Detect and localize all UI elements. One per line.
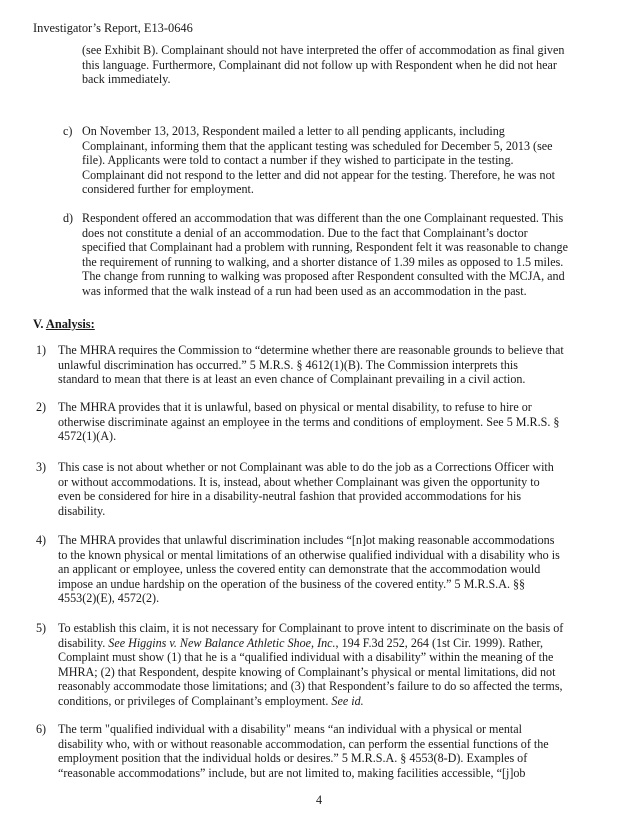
text-line: Complainant, informing them that the applicant testing was scheduled for December 5, 2013 (see — [82, 138, 553, 153]
text-line: reasonably accommodate those limitations; and (3) that Respondent’s failure to do so affected the terms, — [58, 679, 563, 694]
text-line: file). Applicants were told to contact a number if they wished to participate in the testing. — [82, 153, 514, 168]
text-line: this language. Furthermore, Complainant did not follow up with Respondent when he did not hear — [82, 57, 557, 72]
text-line: This case is not about whether or not Complainant was able to do the job as a Corrections Officer with — [58, 460, 554, 474]
analysis-item-6 — [36, 722, 549, 780]
text-line: To establish this claim, it is not necessary for Complainant to prove intent to discriminate on the basis of — [58, 621, 564, 635]
list-marker: d) — [63, 211, 74, 225]
section-number: V. — [33, 317, 44, 331]
text-line: The change from running to walking was proposed after Respondent consulted with the MCJA, and — [82, 269, 565, 284]
list-marker: 1) — [36, 343, 47, 357]
text-line: Complainant did not respond to the letter and did not appear for the testing. Therefore, he was not — [82, 167, 555, 182]
analysis-item-4 — [36, 533, 560, 606]
text-line: disability who, with or without reasonable accommodation, can perform the essential functions of the — [58, 736, 549, 751]
text-line: “reasonable accommodations” include, but are not limited to, making facilities accessible, “[j]ob — [58, 765, 526, 780]
finding-d — [63, 211, 568, 299]
list-marker: 5) — [36, 621, 47, 635]
finding-c — [63, 124, 555, 197]
text-line: Complaint must show (1) that he is a “qualified individual with a disability” within the meaning of the — [58, 650, 554, 665]
analysis-item-3 — [36, 460, 554, 518]
page-number: 4 — [315, 793, 323, 807]
text-line: considered further for employment. — [82, 182, 254, 197]
text-line — [58, 694, 563, 709]
continuation-paragraph — [82, 43, 564, 87]
text-line: Respondent offered an accommodation that was different than the one Complainant requested. This — [82, 211, 564, 225]
text-line: On November 13, 2013, Respondent mailed a letter to all pending applicants, including — [82, 124, 505, 138]
text-line: back immediately. — [82, 72, 171, 87]
list-marker: 3) — [36, 460, 47, 474]
text-line: impose an undue hardship on the operation of the business of the covered entity.” 5 M.R.S.A. §§ — [58, 576, 526, 591]
citation-italic: See Higgins v. New Balance Athletic Shoe, Inc. — [108, 635, 336, 650]
text-line: an applicant or employee, unless the covered entity can demonstrate that the accommodation would — [58, 562, 541, 577]
text-line: does not constitute a denial of an accommodation. Due to the fact that Complainant’s doctor — [82, 225, 528, 240]
text-line: the requirement of running to walking, and a shorter distance of 1.39 miles as opposed to 1.5 miles. — [82, 254, 564, 269]
analysis-item-1 — [36, 343, 564, 387]
text-line: The MHRA requires the Commission to “determine whether there are reasonable grounds to believe that — [58, 343, 564, 357]
text-line: or without accommodations. It is, instead, about whether Complainant was given the opportunity to — [58, 474, 540, 489]
list-marker: 2) — [36, 400, 47, 414]
list-marker: 6) — [36, 722, 47, 736]
text-line: (see Exhibit B). Complainant should not have interpreted the offer of accommodation as final given — [82, 43, 565, 57]
text-line: The MHRA provides that it is unlawful, based on physical or mental disability, to refuse to hire or — [58, 400, 532, 414]
text-line: even be considered for hire in a disability-neutral fashion that provided accommodations for his — [58, 489, 522, 504]
section-title: Analysis: — [45, 317, 95, 331]
text-line: specified that Complainant had a problem with running, Respondent felt it was reasonable to change — [82, 240, 568, 255]
text-line: was informed that the walk instead of a run had been used as an accommodation in the past. — [82, 283, 527, 298]
text-run: conditions, or privileges of Complainant’s employment. — [58, 693, 332, 708]
text-line: 4553(2)(E), 4572(2). — [58, 591, 160, 606]
text-line: standard to mean that there is at least an even chance of Complainant prevailing in a civil action. — [58, 372, 526, 387]
text-line: employment position that the individual holds or desires.” 5 M.R.S.A. § 4553(8-D). Examples of — [58, 751, 528, 766]
list-marker: 4) — [36, 533, 47, 547]
text-line: The MHRA provides that unlawful discrimination includes “[n]ot making reasonable accommodations — [58, 533, 555, 547]
text-line: 4572(1)(A). — [58, 429, 117, 444]
text-line: otherwise discriminate against an employee in the terms and conditions of employment. See 5 M.R.S. § — [58, 414, 560, 429]
citation-italic: See id. — [331, 693, 364, 708]
analysis-item-5 — [36, 621, 564, 709]
section-heading — [33, 317, 95, 332]
report-header: Investigator’s Report, E13-0646 — [33, 21, 193, 35]
analysis-item-2 — [36, 400, 560, 444]
text-line — [58, 636, 563, 651]
text-line: The term "qualified individual with a disability" means “an individual with a physical or mental — [58, 722, 522, 736]
text-line: MHRA; (2) that Respondent, despite knowing of Complainant’s physical or mental limitations, did not — [58, 664, 556, 679]
list-marker: c) — [63, 124, 73, 138]
text-run: , 194 F.3d 252, 264 (1st Cir. 1999). Rather, — [335, 635, 544, 650]
text-line: to the known physical or mental limitations of an otherwise qualified individual with a disability who is — [58, 547, 560, 562]
text-run: disability. — [58, 635, 109, 650]
text-line: disability. — [58, 503, 106, 518]
text-line: unlawful discrimination has occurred.” 5 M.R.S. § 4612(1)(B). The Commission interprets this — [58, 357, 518, 372]
